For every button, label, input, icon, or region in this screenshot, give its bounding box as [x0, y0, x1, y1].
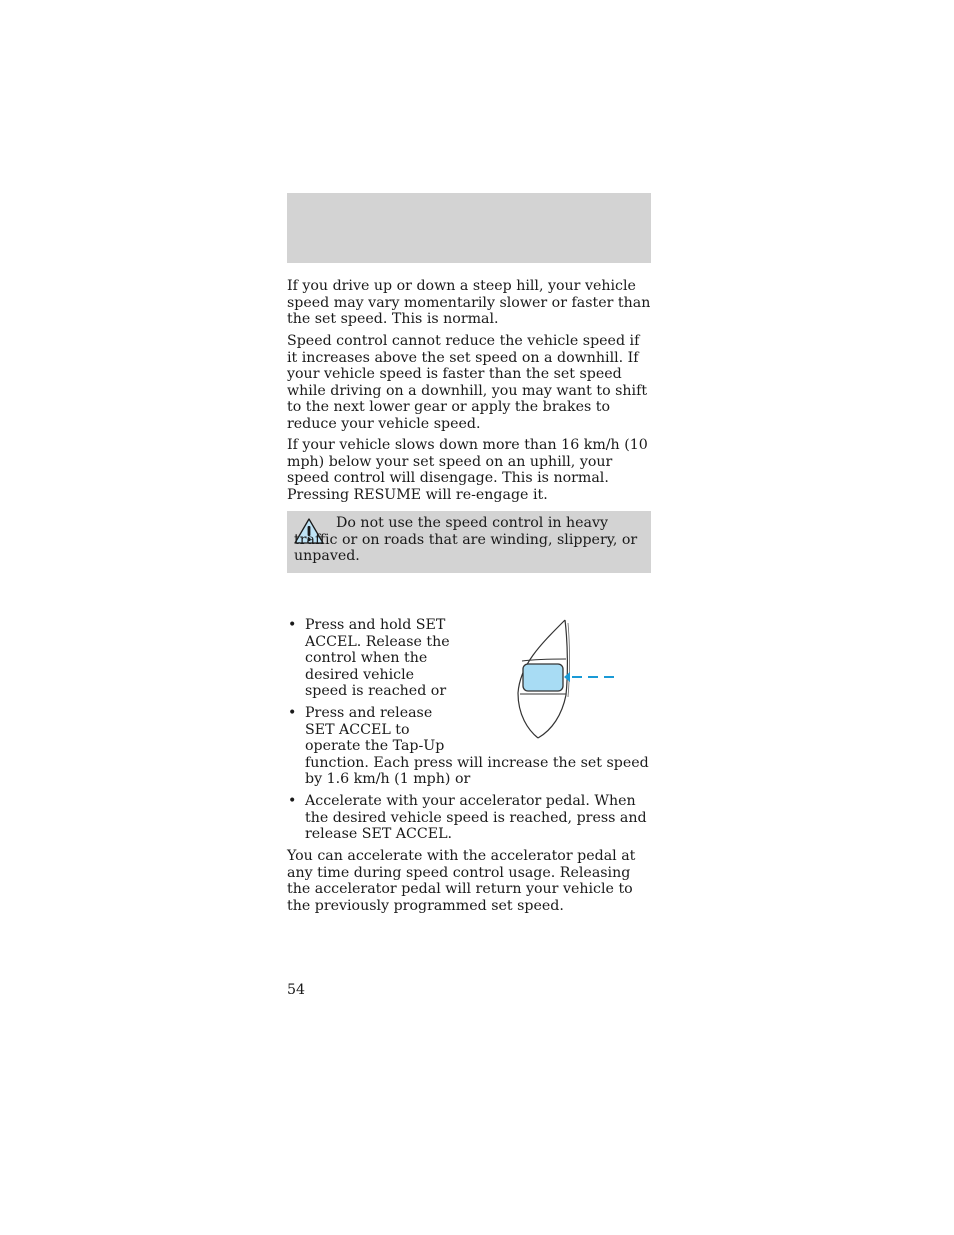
- paragraph-text: If your vehicle slows down more than 16 km/h (10 mph) below your set speed on an uphill, your speed control will disengage. This is normal. Pressing RESUME will re-engage it.: [287, 437, 648, 503]
- list-item: [287, 793, 651, 843]
- header-band: [287, 193, 651, 263]
- paragraph-downhill: [287, 333, 651, 432]
- paragraph-text: If you drive up or down a steep hill, your vehicle speed may vary momentarily slower or faster than the set speed. This is normal.: [287, 278, 651, 327]
- bullet-text: Accelerate with your accelerator pedal. When the desired vehicle speed is reached, press and release SET ACCEL.: [305, 793, 647, 842]
- list-item: [287, 617, 457, 700]
- paragraph-steep-hill: [287, 278, 651, 328]
- bullet-dot: •: [288, 617, 297, 633]
- bullet-text-part1: Press and release SET ACCEL to operate the Tap-Up: [305, 705, 445, 754]
- paragraph-text: Speed control cannot reduce the vehicle speed if it increases above the set speed on a downhill. If your vehicle speed is faster than the set speed while driving on a downhill, you may want to shift to the next lower gear or apply the brakes to reduce your vehicle speed.: [287, 333, 648, 432]
- bullet-text-part2: function. Each press will increase the set speed by 1.6 km/h (1 mph) or: [305, 754, 649, 787]
- warning-text: Do not use the speed control in heavy traffic or on roads that are winding, slippery, or unpaved.: [294, 515, 638, 564]
- page-number: 54: [287, 982, 306, 998]
- bullet-dot: •: [288, 705, 297, 721]
- bullet-dot: •: [288, 793, 297, 809]
- paragraph-text: You can accelerate with the accelerator pedal at any time during speed control usage. Releasing the accelerator pedal will return your vehicle to the previously programmed set speed.: [287, 848, 636, 914]
- warning-box: [287, 511, 651, 573]
- paragraph-accelerate: [287, 848, 651, 914]
- paragraph-uphill: [287, 437, 651, 503]
- steering-wheel-control-icon: [510, 615, 620, 740]
- bullet-text: Press and hold SET ACCEL. Release the control when the desired vehicle speed is reached or: [305, 617, 450, 699]
